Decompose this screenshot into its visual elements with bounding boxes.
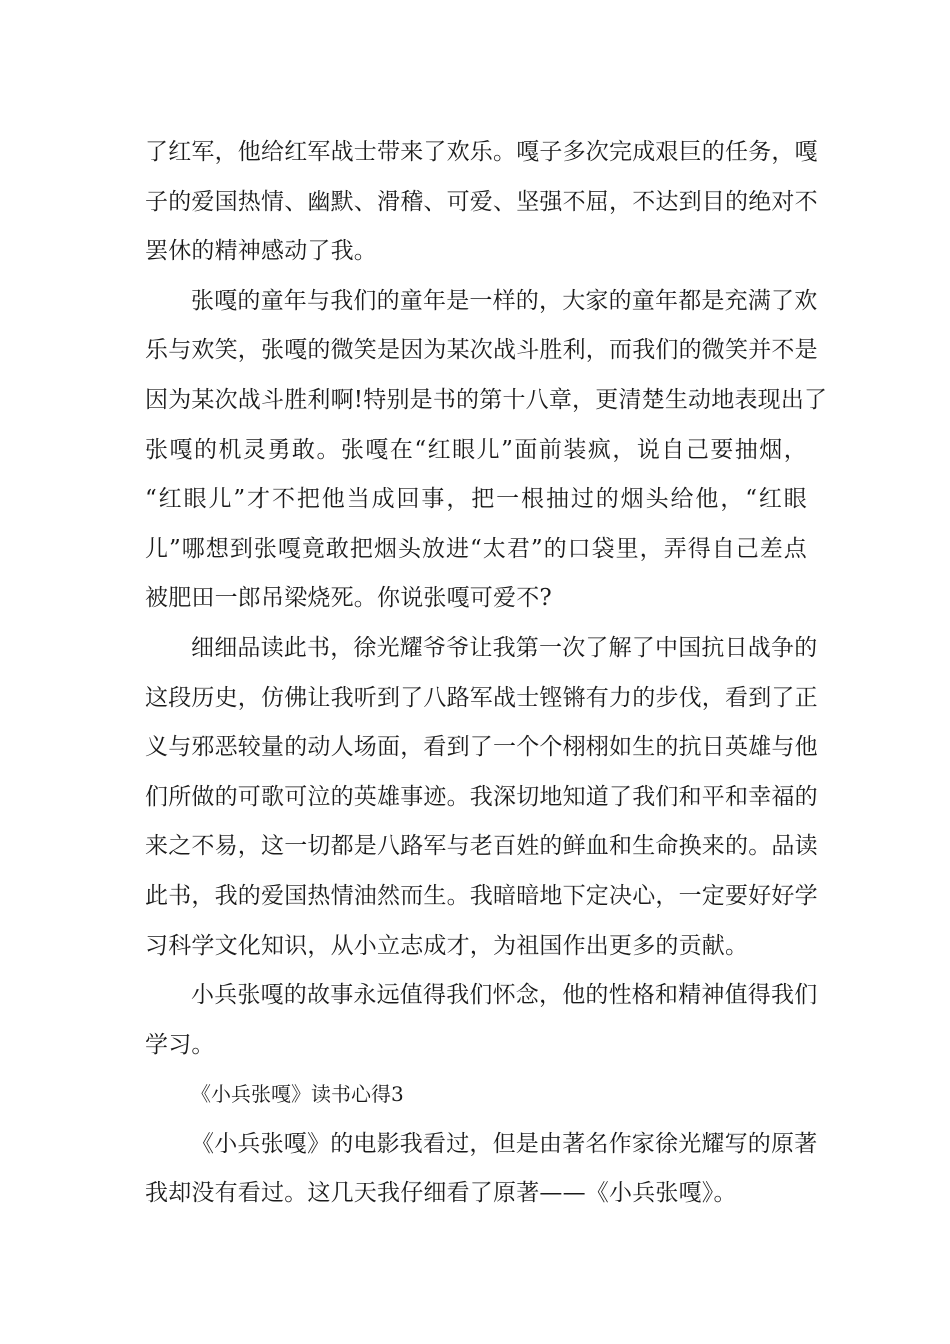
paragraph-reading-reflection [145, 624, 818, 971]
text-line: 被肥田一郎吊梁烧死。你说张嘎可爱不? [145, 585, 552, 612]
text-line: 们所做的可歌可泣的英雄事迹。我深切地知道了我们和平和幸福的 [145, 783, 818, 810]
text-line: 小兵张嘎的故事永远值得我们怀念，他的性格和精神值得我们 [191, 982, 818, 1009]
text-line: 张嘎的童年与我们的童年是一样的，大家的童年都是充满了欢 [191, 287, 818, 314]
text-line: 《小兵张嘎》的电影我看过，但是由著名作家徐光耀写的原著 [191, 1130, 818, 1157]
text-line: 我却没有看过。这几天我仔细看了原著——《小兵张嘎》。 [145, 1180, 737, 1207]
text-line: 儿”哪想到张嘎竟敢把烟头放进“太君”的口袋里，弄得自己差点 [145, 535, 807, 562]
text-line: “红眼儿”才不把他当成回事，把一根抽过的烟头给他，“红眼 [145, 486, 807, 513]
text-line: 此书，我的爱国热情油然而生。我暗暗地下定决心，一定要好好学 [145, 882, 818, 909]
text-line: 乐与欢笑，张嘎的微笑是因为某次战斗胜利，而我们的微笑并不是 [145, 337, 818, 364]
text-line: 细细品读此书，徐光耀爷爷让我第一次了解了中国抗日战争的 [191, 634, 818, 661]
section-heading: 《小兵张嘎》读书心得3 [191, 1082, 404, 1107]
paragraph-section-three [145, 1120, 818, 1219]
text-line: 学习。 [145, 1031, 215, 1058]
text-line: 习科学文化知识，从小立志成才，为祖国作出更多的贡献。 [145, 932, 749, 959]
text-line: 张嘎的机灵勇敢。张嘎在“红眼儿”面前装疯，说自己要抽烟， [145, 436, 807, 463]
paragraph-continuation [145, 128, 818, 277]
text-line: 了红军，他给红军战士带来了欢乐。嘎子多次完成艰巨的任务，嘎 [145, 139, 818, 165]
text-line: 因为某次战斗胜利啊!特别是书的第十八章，更清楚生动地表现出了 [145, 386, 828, 413]
document-page [145, 128, 828, 1219]
text-line: 这段历史，仿佛让我听到了八路军战士铿锵有力的步伐，看到了正 [145, 684, 818, 711]
text-line: 罢休的精神感动了我。 [145, 238, 377, 265]
text-line: 义与邪恶较量的动人场面，看到了一个个栩栩如生的抗日英雄与他 [145, 734, 818, 761]
text-line: 来之不易，这一切都是八路军与老百姓的鲜血和生命换来的。品读 [145, 833, 818, 860]
text-line: 子的爱国热情、幽默、滑稽、可爱、坚强不屈，不达到目的绝对不 [145, 188, 818, 215]
paragraph-conclusion [145, 971, 818, 1070]
paragraph-zhangga-childhood [145, 277, 828, 624]
